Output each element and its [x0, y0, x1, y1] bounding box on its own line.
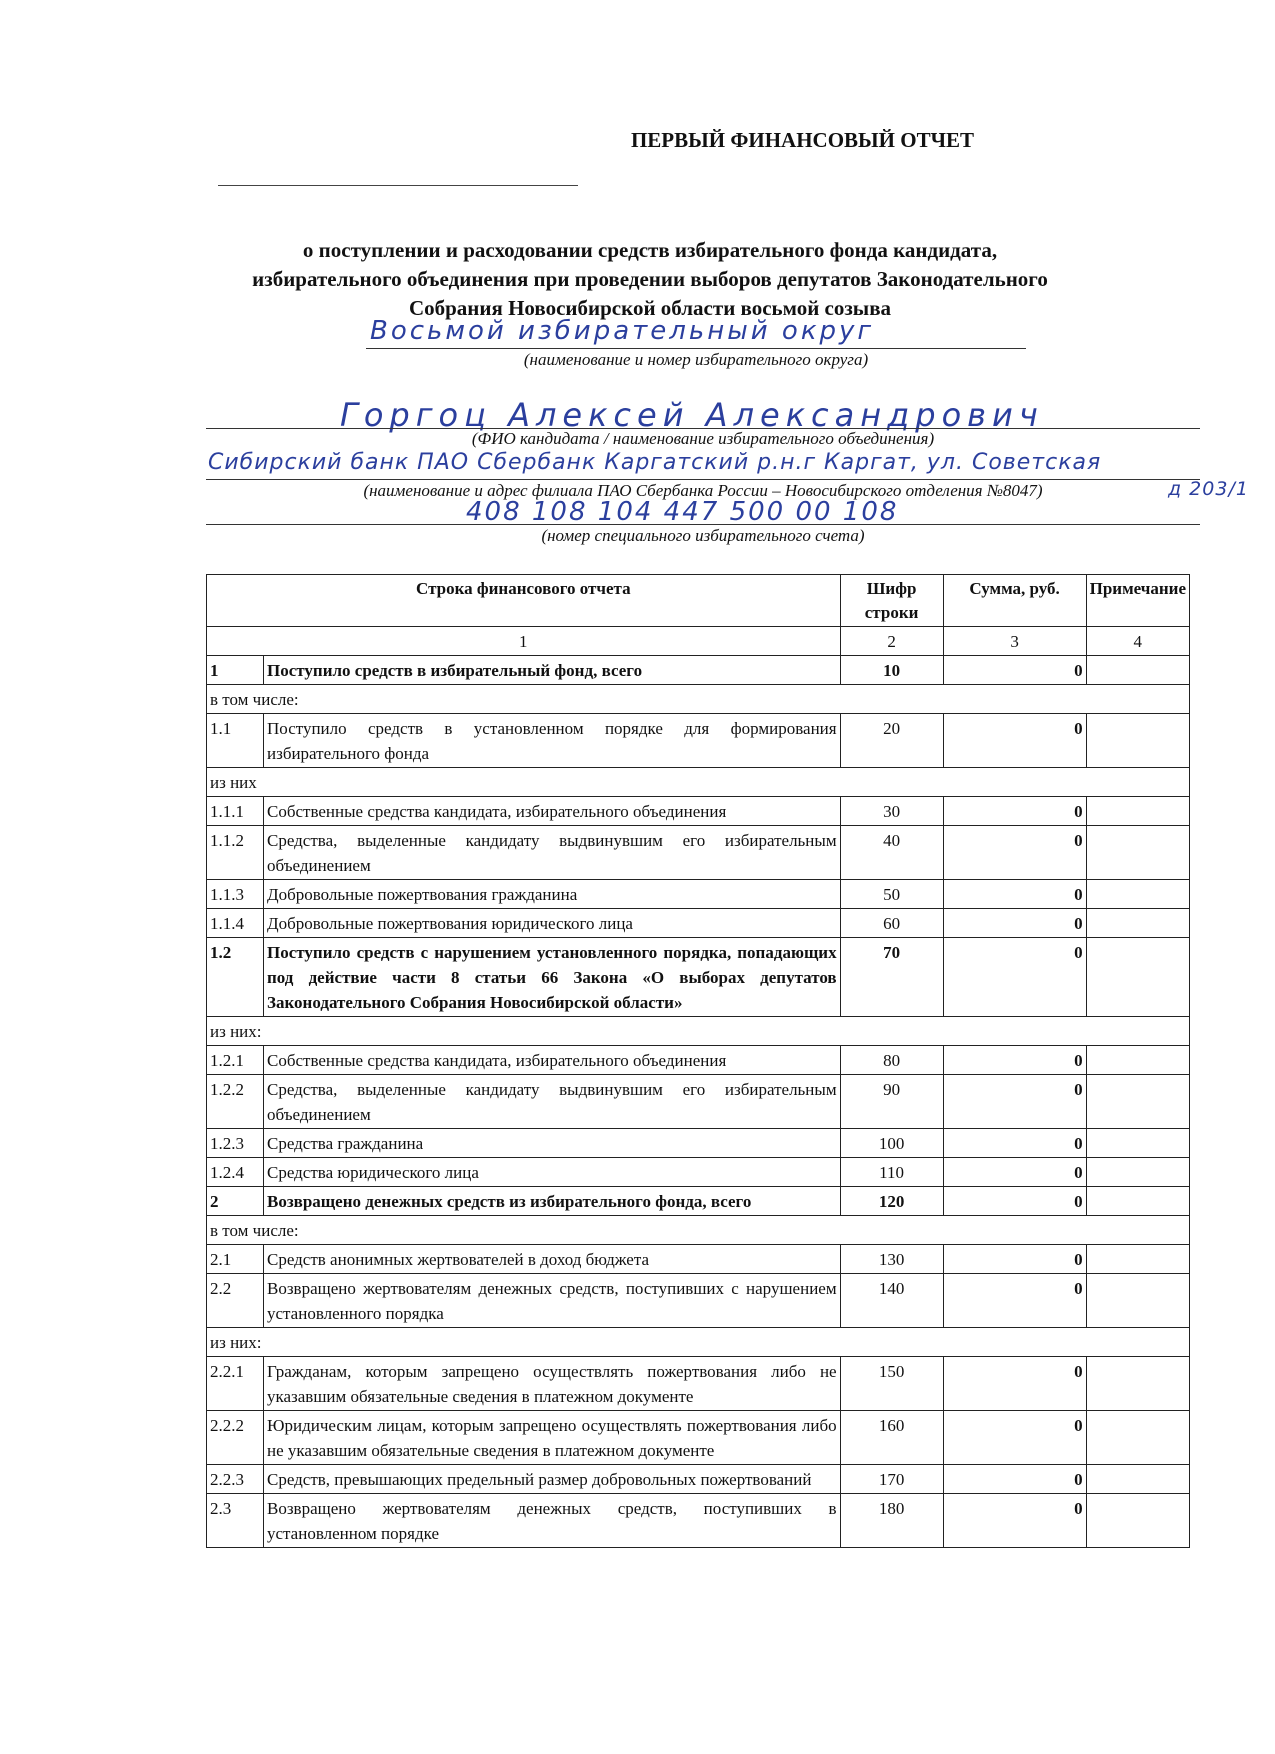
candidate-value: Горгоц Алексей Александрович	[340, 396, 1044, 434]
row-sum: 0	[943, 1411, 1086, 1465]
row-number: 1.1.2	[207, 826, 264, 880]
table-row	[207, 1129, 1190, 1158]
subheading-text: в том числе:	[207, 685, 1190, 714]
header-note: Примечание	[1086, 575, 1189, 627]
subheading-row	[207, 685, 1190, 714]
subheading-row	[207, 768, 1190, 797]
subheading-text: из них:	[207, 1328, 1190, 1357]
row-code: 70	[840, 938, 943, 1017]
table-row	[207, 797, 1190, 826]
row-code: 110	[840, 1158, 943, 1187]
table-header-row	[207, 575, 1190, 627]
row-sum: 0	[943, 826, 1086, 880]
row-sum: 0	[943, 1129, 1086, 1158]
header-sum: Сумма, руб.	[943, 575, 1086, 627]
bank-line	[206, 479, 1200, 480]
row-note	[1086, 909, 1189, 938]
row-number: 1.1.4	[207, 909, 264, 938]
row-name: Собственные средства кандидата, избирательного объединения	[264, 1046, 841, 1075]
row-number: 1.2.3	[207, 1129, 264, 1158]
row-code: 160	[840, 1411, 943, 1465]
row-number: 2.2.3	[207, 1465, 264, 1494]
report-subtitle	[150, 236, 1150, 323]
row-code: 130	[840, 1245, 943, 1274]
row-sum: 0	[943, 1274, 1086, 1328]
report-title: ПЕРВЫЙ ФИНАНСОВЫЙ ОТЧЕТ	[630, 128, 975, 152]
row-note	[1086, 1129, 1189, 1158]
subheading-text: из них:	[207, 1017, 1190, 1046]
header-code: Шифр строки	[840, 575, 943, 627]
colnum-2: 2	[840, 627, 943, 656]
subtitle-line-2: избирательного объединения при проведении выборов депутатов Законодательного	[252, 267, 1048, 291]
table-row	[207, 1158, 1190, 1187]
row-name: Добровольные пожертвования гражданина	[264, 880, 841, 909]
row-number: 1.2	[207, 938, 264, 1017]
row-note	[1086, 1494, 1189, 1548]
row-note	[1086, 1411, 1189, 1465]
row-code: 140	[840, 1274, 943, 1328]
row-note	[1086, 1274, 1189, 1328]
row-sum: 0	[943, 1465, 1086, 1494]
table-row	[207, 1046, 1190, 1075]
row-note	[1086, 1465, 1189, 1494]
row-note	[1086, 1046, 1189, 1075]
row-name: Средства гражданина	[264, 1129, 841, 1158]
row-note	[1086, 1187, 1189, 1216]
table-row	[207, 938, 1190, 1017]
row-code: 10	[840, 656, 943, 685]
row-sum: 0	[943, 1357, 1086, 1411]
row-number: 1.1	[207, 714, 264, 768]
row-sum: 0	[943, 1494, 1086, 1548]
table-row	[207, 656, 1190, 685]
row-number: 2.3	[207, 1494, 264, 1548]
row-name: Средства, выделенные кандидату выдвинувшим его избирательным объединением	[264, 826, 841, 880]
colnum-1: 1	[207, 627, 841, 656]
column-number-row	[207, 627, 1190, 656]
row-name: Поступило средств в избирательный фонд, всего	[264, 656, 841, 685]
row-sum: 0	[943, 656, 1086, 685]
row-note	[1086, 714, 1189, 768]
row-number: 1.1.1	[207, 797, 264, 826]
row-code: 20	[840, 714, 943, 768]
top-rule	[218, 185, 578, 186]
row-note	[1086, 880, 1189, 909]
row-sum: 0	[943, 938, 1086, 1017]
row-name: Юридическим лицам, которым запрещено осуществлять пожертвования либо не указавшим обязательные сведения в платежном документе	[264, 1411, 841, 1465]
financial-report-table	[206, 574, 1190, 1548]
row-number: 1.2.1	[207, 1046, 264, 1075]
subtitle-line-3: Собрания Новосибирской области восьмой созыва	[408, 296, 892, 320]
row-sum: 0	[943, 1187, 1086, 1216]
row-name: Добровольные пожертвования юридического лица	[264, 909, 841, 938]
row-name: Собственные средства кандидата, избирательного объединения	[264, 797, 841, 826]
row-sum: 0	[943, 880, 1086, 909]
table-row	[207, 909, 1190, 938]
colnum-4: 4	[1086, 627, 1189, 656]
row-code: 150	[840, 1357, 943, 1411]
row-name: Средств анонимных жертвователей в доход бюджета	[264, 1245, 841, 1274]
row-name: Средств, превышающих предельный размер добровольных пожертвований	[264, 1465, 841, 1494]
table-row	[207, 714, 1190, 768]
bank-value: Сибирский банк ПАО Сбербанк Каргатский р.н.г Каргат, ул. Советская	[208, 450, 1102, 475]
table-row	[207, 1075, 1190, 1129]
table-row	[207, 1465, 1190, 1494]
row-number: 2.2.2	[207, 1411, 264, 1465]
table-row	[207, 826, 1190, 880]
row-number: 1.2.2	[207, 1075, 264, 1129]
row-code: 180	[840, 1494, 943, 1548]
row-sum: 0	[943, 1245, 1086, 1274]
table-row	[207, 1411, 1190, 1465]
account-caption: (номер специального избирательного счета)	[541, 526, 865, 545]
row-number: 2	[207, 1187, 264, 1216]
candidate-caption: (ФИО кандидата / наименование избирательного объединения)	[471, 429, 935, 448]
colnum-3: 3	[943, 627, 1086, 656]
row-note	[1086, 1245, 1189, 1274]
row-code: 90	[840, 1075, 943, 1129]
row-number: 2.2	[207, 1274, 264, 1328]
row-number: 2.1	[207, 1245, 264, 1274]
row-sum: 0	[943, 1046, 1086, 1075]
row-note	[1086, 1075, 1189, 1129]
district-line	[366, 348, 1026, 349]
row-note	[1086, 938, 1189, 1017]
row-name: Средства, выделенные кандидату выдвинувшим его избирательным объединением	[264, 1075, 841, 1129]
subtitle-line-1: о поступлении и расходовании средств избирательного фонда кандидата,	[302, 238, 998, 262]
row-code: 120	[840, 1187, 943, 1216]
table-row	[207, 1274, 1190, 1328]
row-name: Средства юридического лица	[264, 1158, 841, 1187]
subheading-row	[207, 1328, 1190, 1357]
row-name: Гражданам, которым запрещено осуществлять пожертвования либо не указавшим обязательные сведения в платежном документе	[264, 1357, 841, 1411]
row-code: 40	[840, 826, 943, 880]
row-sum: 0	[943, 1158, 1086, 1187]
subheading-text: из них	[207, 768, 1190, 797]
table-row	[207, 880, 1190, 909]
row-code: 50	[840, 880, 943, 909]
account-line	[206, 524, 1200, 525]
header-line: Строка финансового отчета	[207, 575, 841, 627]
row-name: Возвращено жертвователям денежных средств, поступивших в установленном порядке	[264, 1494, 841, 1548]
district-value: Восьмой избирательный округ	[370, 316, 875, 346]
row-note	[1086, 1357, 1189, 1411]
row-sum: 0	[943, 909, 1086, 938]
bank-caption: (наименование и адрес филиала ПАО Сбербанка России – Новосибирского отделения №8047)	[363, 481, 1043, 500]
row-name: Поступило средств с нарушением установленного порядка, попадающих под действие части 8 статьи 66 Закона «О выборах депутатов Законодательного Собрания Новосибирской области»	[264, 938, 841, 1017]
row-sum: 0	[943, 797, 1086, 826]
table-row	[207, 1187, 1190, 1216]
row-number: 1.1.3	[207, 880, 264, 909]
account-value: 408 108 104 447 500 00 108	[466, 497, 899, 527]
row-code: 100	[840, 1129, 943, 1158]
row-sum: 0	[943, 714, 1086, 768]
row-note	[1086, 797, 1189, 826]
row-note	[1086, 1158, 1189, 1187]
row-number: 1.2.4	[207, 1158, 264, 1187]
row-code: 170	[840, 1465, 943, 1494]
subheading-row	[207, 1216, 1190, 1245]
row-name: Возвращено денежных средств из избирательного фонда, всего	[264, 1187, 841, 1216]
row-note	[1086, 826, 1189, 880]
table-row	[207, 1494, 1190, 1548]
row-code: 30	[840, 797, 943, 826]
row-sum: 0	[943, 1075, 1086, 1129]
subheading-text: в том числе:	[207, 1216, 1190, 1245]
row-note	[1086, 656, 1189, 685]
row-number: 2.2.1	[207, 1357, 264, 1411]
bank-value-extra: д 203/1	[1168, 478, 1249, 500]
row-number: 1	[207, 656, 264, 685]
row-code: 60	[840, 909, 943, 938]
row-code: 80	[840, 1046, 943, 1075]
district-caption: (наименование и номер избирательного округа)	[523, 350, 869, 369]
row-name: Поступило средств в установленном порядке для формирования избирательного фонда	[264, 714, 841, 768]
row-name: Возвращено жертвователям денежных средств, поступивших с нарушением установленного порядка	[264, 1274, 841, 1328]
table-row	[207, 1245, 1190, 1274]
table-row	[207, 1357, 1190, 1411]
subheading-row	[207, 1017, 1190, 1046]
